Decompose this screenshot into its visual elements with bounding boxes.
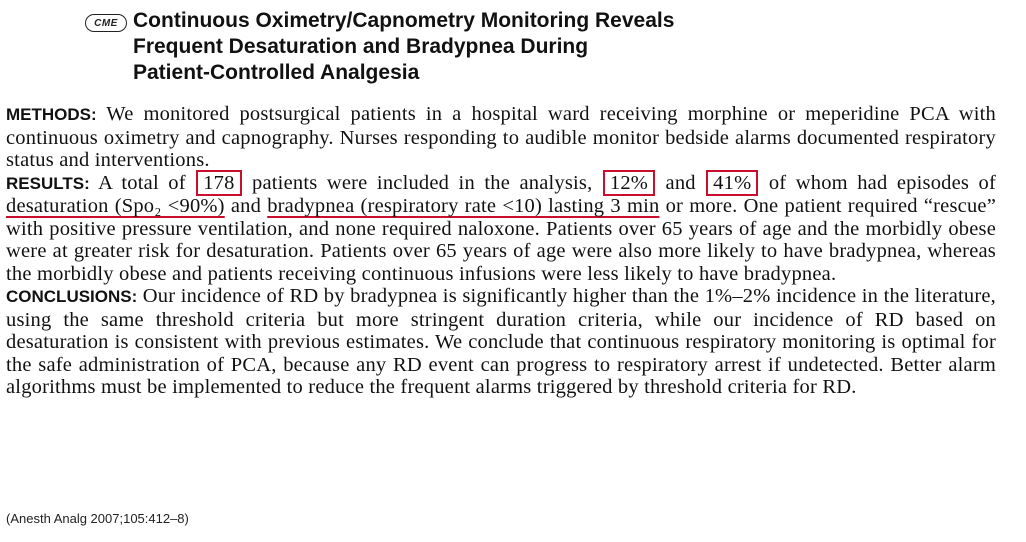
results-text-1: A total of [98, 171, 186, 194]
conclusions-label: CONCLUSIONS: [6, 287, 138, 306]
article-header [85, 8, 674, 86]
methods-text: We monitored postsurgical patients in a hospital ward receiving morphine or meperidine PCA with continuous oximetry and capnography. Nurses responding to audible monitor bedside alarms documented respiratory status and interventions. [6, 103, 996, 171]
title-line-3: Patient-Controlled Analgesia [133, 61, 420, 84]
abstract-body [6, 103, 996, 399]
results-text-4: of whom had episodes of [768, 171, 997, 194]
results-section [6, 172, 996, 286]
title-line-1: Continuous Oximetry/Capnometry Monitoring Reveals [133, 9, 675, 32]
methods-section [6, 103, 996, 172]
conclusions-text: Our incidence of RD by bradypnea is significantly higher than the 1%–2% incidence in the literature, using the same threshold criteria but more stringent duration criteria, while our incidence of RD based on desaturation is consistent with previous estimates. We conclude that continuous respiratory monitoring is optimal for the safe administration of PCA, because any RD event can progress to respiratory arrest if undetected. Better alarm algorithms must be implemented to reduce the frequent alarms triggered by threshold criteria for RD. [6, 285, 996, 398]
cme-badge-icon: CME [85, 14, 127, 32]
results-text-3: and [665, 171, 696, 194]
bradypnea-pct-highlight: 41% [706, 170, 758, 196]
title-line-2: Frequent Desaturation and Bradypnea During [133, 35, 589, 58]
results-text-2: patients were included in the analysis, [252, 171, 593, 194]
results-text-5: and [230, 195, 262, 217]
citation: (Anesth Analg 2007;105:412–8) [6, 511, 189, 526]
article-title [133, 8, 674, 86]
patients-count-highlight: 178 [196, 170, 241, 196]
results-label: RESULTS: [6, 173, 90, 193]
desaturation-pct-highlight: 12% [603, 170, 655, 196]
methods-label: METHODS: [6, 105, 97, 124]
results-text-6: or more. One patient required “rescue” with positive pressure ventilation, and none required naloxone. Patients over 65 years of age and the morbidly obese were at greater risk for desaturation. Patients over 65 years of age were also more likely to have bradypnea, whereas the morbidly obese and patients receiving continuous infusions were less likely to have bradypnea. [6, 195, 996, 285]
conclusions-section [6, 285, 996, 399]
desaturation-definition-underline: desaturation (Spo₂ <90%) [6, 195, 225, 217]
bradypnea-definition-underline: bradypnea (respiratory rate <10) lasting 3 min [267, 195, 660, 217]
